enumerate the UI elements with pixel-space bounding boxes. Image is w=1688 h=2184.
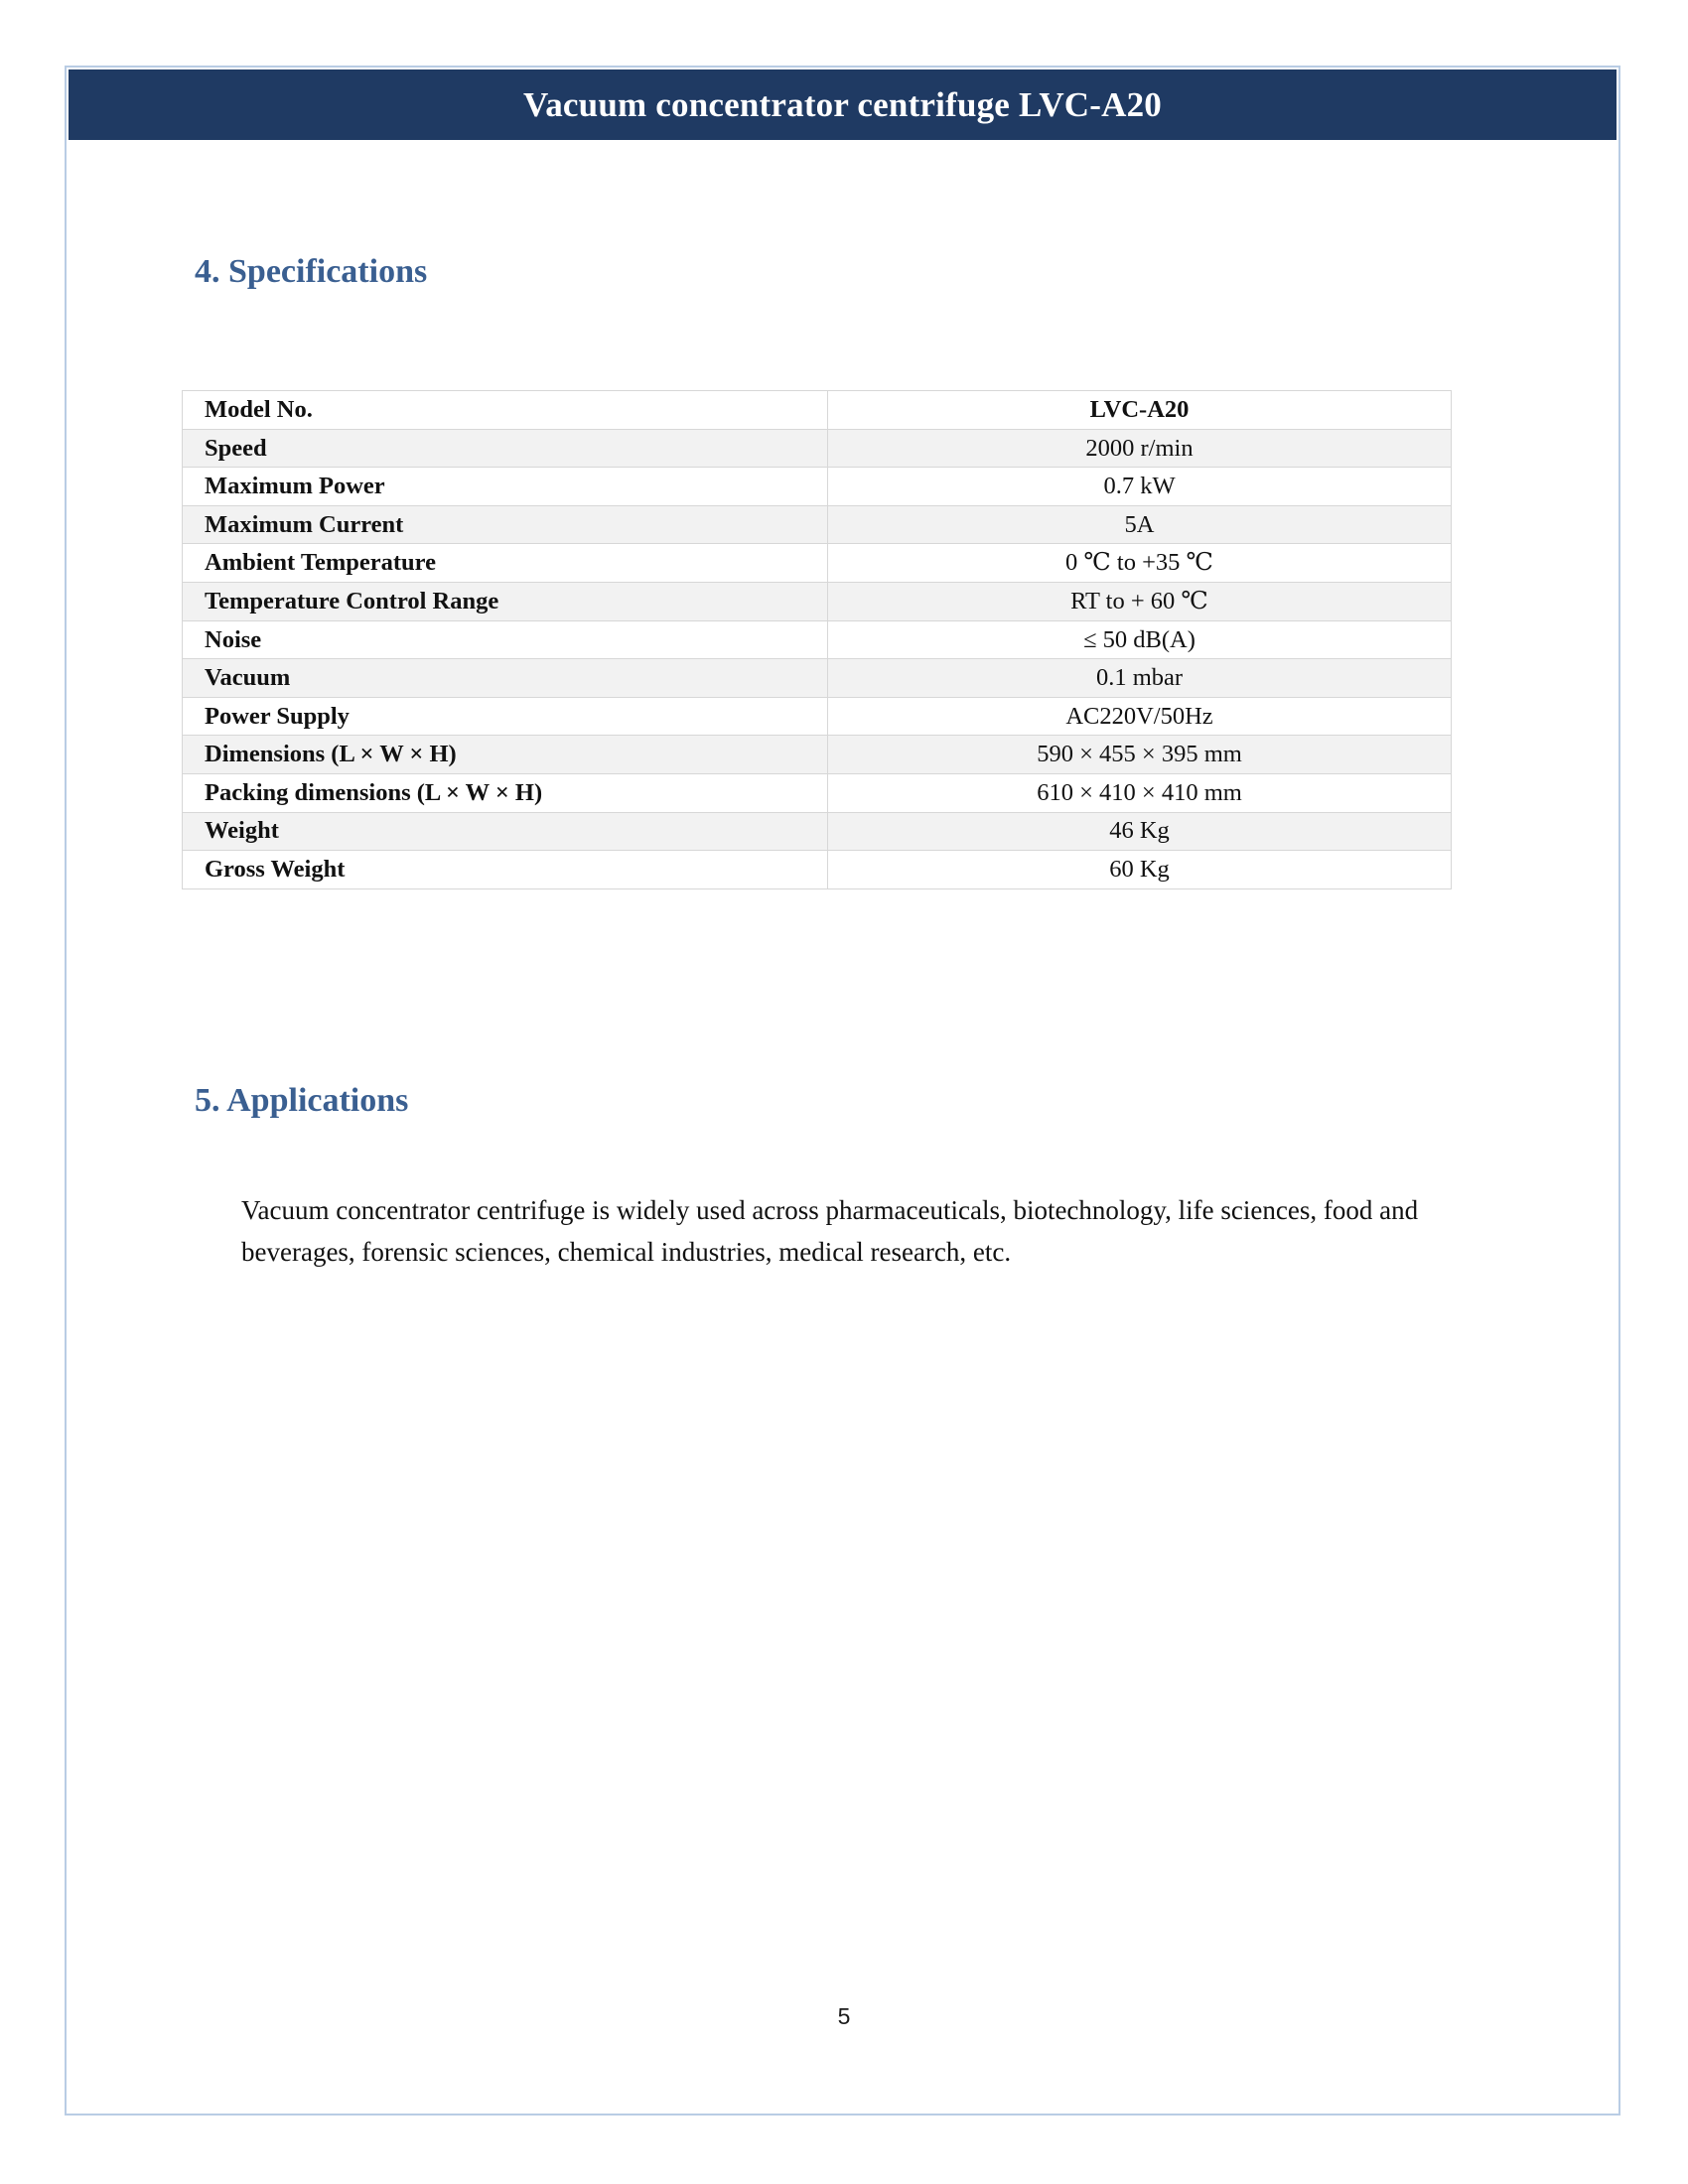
spec-value-cell: 0.7 kW — [828, 468, 1452, 506]
spec-value-cell: 60 Kg — [828, 851, 1452, 889]
spec-value-cell: 0.1 mbar — [828, 659, 1452, 698]
spec-value-cell: LVC-A20 — [828, 391, 1452, 430]
spec-label-cell: Temperature Control Range — [183, 582, 828, 620]
section-heading-applications: 5. Applications — [195, 1082, 409, 1119]
table-row — [183, 544, 1452, 583]
spec-label-cell: Gross Weight — [183, 851, 828, 889]
spec-value-cell: 46 Kg — [828, 812, 1452, 851]
spec-label-cell: Dimensions (L × W × H) — [183, 736, 828, 774]
page-number: 5 — [837, 2003, 851, 2029]
spec-label-cell: Maximum Power — [183, 468, 828, 506]
spec-value-cell: 0 ℃ to +35 ℃ — [828, 544, 1452, 583]
table-row — [183, 812, 1452, 851]
spec-value-cell: AC220V/50Hz — [828, 697, 1452, 736]
table-row — [183, 582, 1452, 620]
table-row — [183, 429, 1452, 468]
section-heading-specifications: 4. Specifications — [195, 253, 428, 290]
table-row — [183, 620, 1452, 659]
table-row — [183, 659, 1452, 698]
table-row — [183, 468, 1452, 506]
spec-value-cell: ≤ 50 dB(A) — [828, 620, 1452, 659]
spec-label-cell: Model No. — [183, 391, 828, 430]
applications-paragraph: Vacuum concentrator centrifuge is widely used across pharmaceuticals, biotechnology, life sciences, food and beverages, forensic sciences, chemical industries, medical research, etc. — [241, 1195, 1419, 1267]
table-row — [183, 851, 1452, 889]
spec-value-cell: 610 × 410 × 410 mm — [828, 773, 1452, 812]
table-row — [183, 773, 1452, 812]
spec-label-cell: Noise — [183, 620, 828, 659]
spec-label-cell: Packing dimensions (L × W × H) — [183, 773, 828, 812]
document-title: Vacuum concentrator centrifuge LVC-A20 — [522, 85, 1163, 124]
spec-label-cell: Weight — [183, 812, 828, 851]
document-title-banner — [69, 69, 1617, 140]
specifications-table — [182, 390, 1452, 889]
table-row — [183, 505, 1452, 544]
spec-value-cell: 2000 r/min — [828, 429, 1452, 468]
spec-value-cell: 5A — [828, 505, 1452, 544]
spec-value-cell: RT to + 60 ℃ — [828, 582, 1452, 620]
table-row — [183, 391, 1452, 430]
specifications-table-body — [183, 391, 1452, 889]
table-row — [183, 736, 1452, 774]
spec-label-cell: Power Supply — [183, 697, 828, 736]
table-row — [183, 697, 1452, 736]
spec-label-cell: Ambient Temperature — [183, 544, 828, 583]
spec-label-cell: Maximum Current — [183, 505, 828, 544]
spec-label-cell: Vacuum — [183, 659, 828, 698]
spec-value-cell: 590 × 455 × 395 mm — [828, 736, 1452, 774]
spec-label-cell: Speed — [183, 429, 828, 468]
